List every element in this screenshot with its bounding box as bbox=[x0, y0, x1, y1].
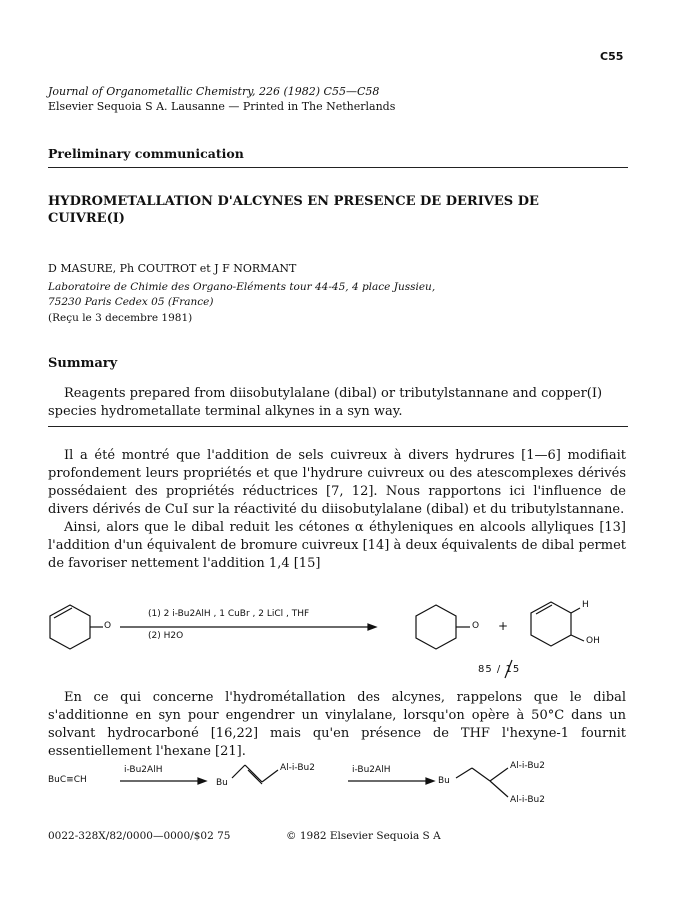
received-date: (Reçu le 3 decembre 1981) bbox=[48, 312, 193, 324]
affiliation-line-2: 75230 Paris Cedex 05 (France) bbox=[48, 296, 214, 308]
butyl-label-1: Bu bbox=[216, 778, 228, 788]
product-ratio: 85 / 15 bbox=[478, 664, 521, 675]
aluminum-label-bottom: Al-i-Bu2 bbox=[510, 795, 545, 805]
page-number: C55 bbox=[600, 50, 624, 63]
hydroxyl-label: OH bbox=[586, 636, 600, 646]
butyl-label-2: Bu bbox=[438, 776, 450, 786]
reagent-label-1: i-Bu2AlH bbox=[124, 765, 163, 775]
reaction-arrow-1 bbox=[120, 624, 376, 630]
journal-line-2: Elsevier Sequoia S A. Lausanne — Printed in The Netherlands bbox=[48, 100, 396, 113]
summary-heading: Summary bbox=[48, 356, 118, 371]
aluminum-label-top: Al-i-Bu2 bbox=[510, 761, 545, 771]
oxygen-label-left: O bbox=[104, 621, 112, 631]
body-paragraph-3 bbox=[48, 689, 626, 761]
reaction-arrow-2 bbox=[120, 778, 206, 784]
footer-copyright: © 1982 Elsevier Sequoia S A bbox=[286, 830, 441, 842]
paragraph-3: En ce qui concerne l'hydrométallation des alcynes, rappelons que le dibal s'additionne en syn pour engendrer un vinylalane, lorsqu'on opère à 50°C dans un solvant hydrocarboné [16,22] mais qu'en présence de THF l'hexyne-1 fournit essentiellement l'hexane [21]. bbox=[48, 690, 626, 759]
reaction-arrow-3 bbox=[348, 778, 434, 784]
aluminum-label-1: Al-i-Bu2 bbox=[280, 763, 315, 773]
dialane-structure bbox=[456, 768, 508, 797]
section-label: Preliminary communication bbox=[48, 146, 244, 161]
hydrogen-label: H bbox=[582, 600, 589, 610]
vinylalane-structure bbox=[232, 765, 278, 784]
oxygen-label-right: O bbox=[472, 621, 480, 631]
footer-code: 0022-328X/82/0000—0000/$02 75 bbox=[48, 830, 231, 842]
reaction-step-2: (2) H2O bbox=[148, 631, 184, 641]
paragraph-2: Ainsi, alors que le dibal reduit les cétones α éthyleniques en alcools allyliques [13] l'addition d'un équivalent de bromure cuivreux [14] à deux équivalents de dibal permet de favoriser nettement l'addition 1,4 [15] bbox=[48, 520, 626, 571]
plus-sign: + bbox=[498, 619, 509, 633]
paragraph-1: Il a été montré que l'addition de sels cuivreux à divers hydrures [1—6] modifiait profondement leurs propriétés et que l'hydrure cuivreux ou des atescomplexes dérivés possédaient des propriétés réductrices [7, 12]. Nous rapportons ici l'influence de divers dérivés de CuI sur la réactivité du diisobutylalane (dibal) et du tributylstannane. bbox=[48, 448, 626, 517]
summary-text: Reagents prepared from diisobutylalane (dibal) or tributylstannane and copper(I) species hydrometallate terminal alkynes in a syn way. bbox=[48, 386, 603, 419]
reaction-step-1: (1) 2 i-Bu2AlH , 1 CuBr , 2 LiCl , THF bbox=[148, 609, 310, 619]
article-title: HYDROMETALLATION D'ALCYNES EN PRESENCE DE DERIVES DE CUIVRE(I) bbox=[48, 194, 539, 226]
affiliation-line-1: Laboratoire de Chimie des Organo-Eléments tour 44-45, 4 place Jussieu, bbox=[48, 281, 436, 293]
alkyne-reactant: BuC≡CH bbox=[48, 775, 87, 785]
authors: D MASURE, Ph COUTROT et J F NORMANT bbox=[48, 262, 297, 275]
cyclohexanone-structure bbox=[416, 605, 470, 649]
journal-line-1: Journal of Organometallic Chemistry, 226 (1982) C55—C58 bbox=[48, 85, 380, 98]
cyclohexenol-structure bbox=[531, 602, 584, 646]
reagent-label-2: i-Bu2AlH bbox=[352, 765, 391, 775]
cyclohexenone-structure bbox=[50, 605, 103, 649]
